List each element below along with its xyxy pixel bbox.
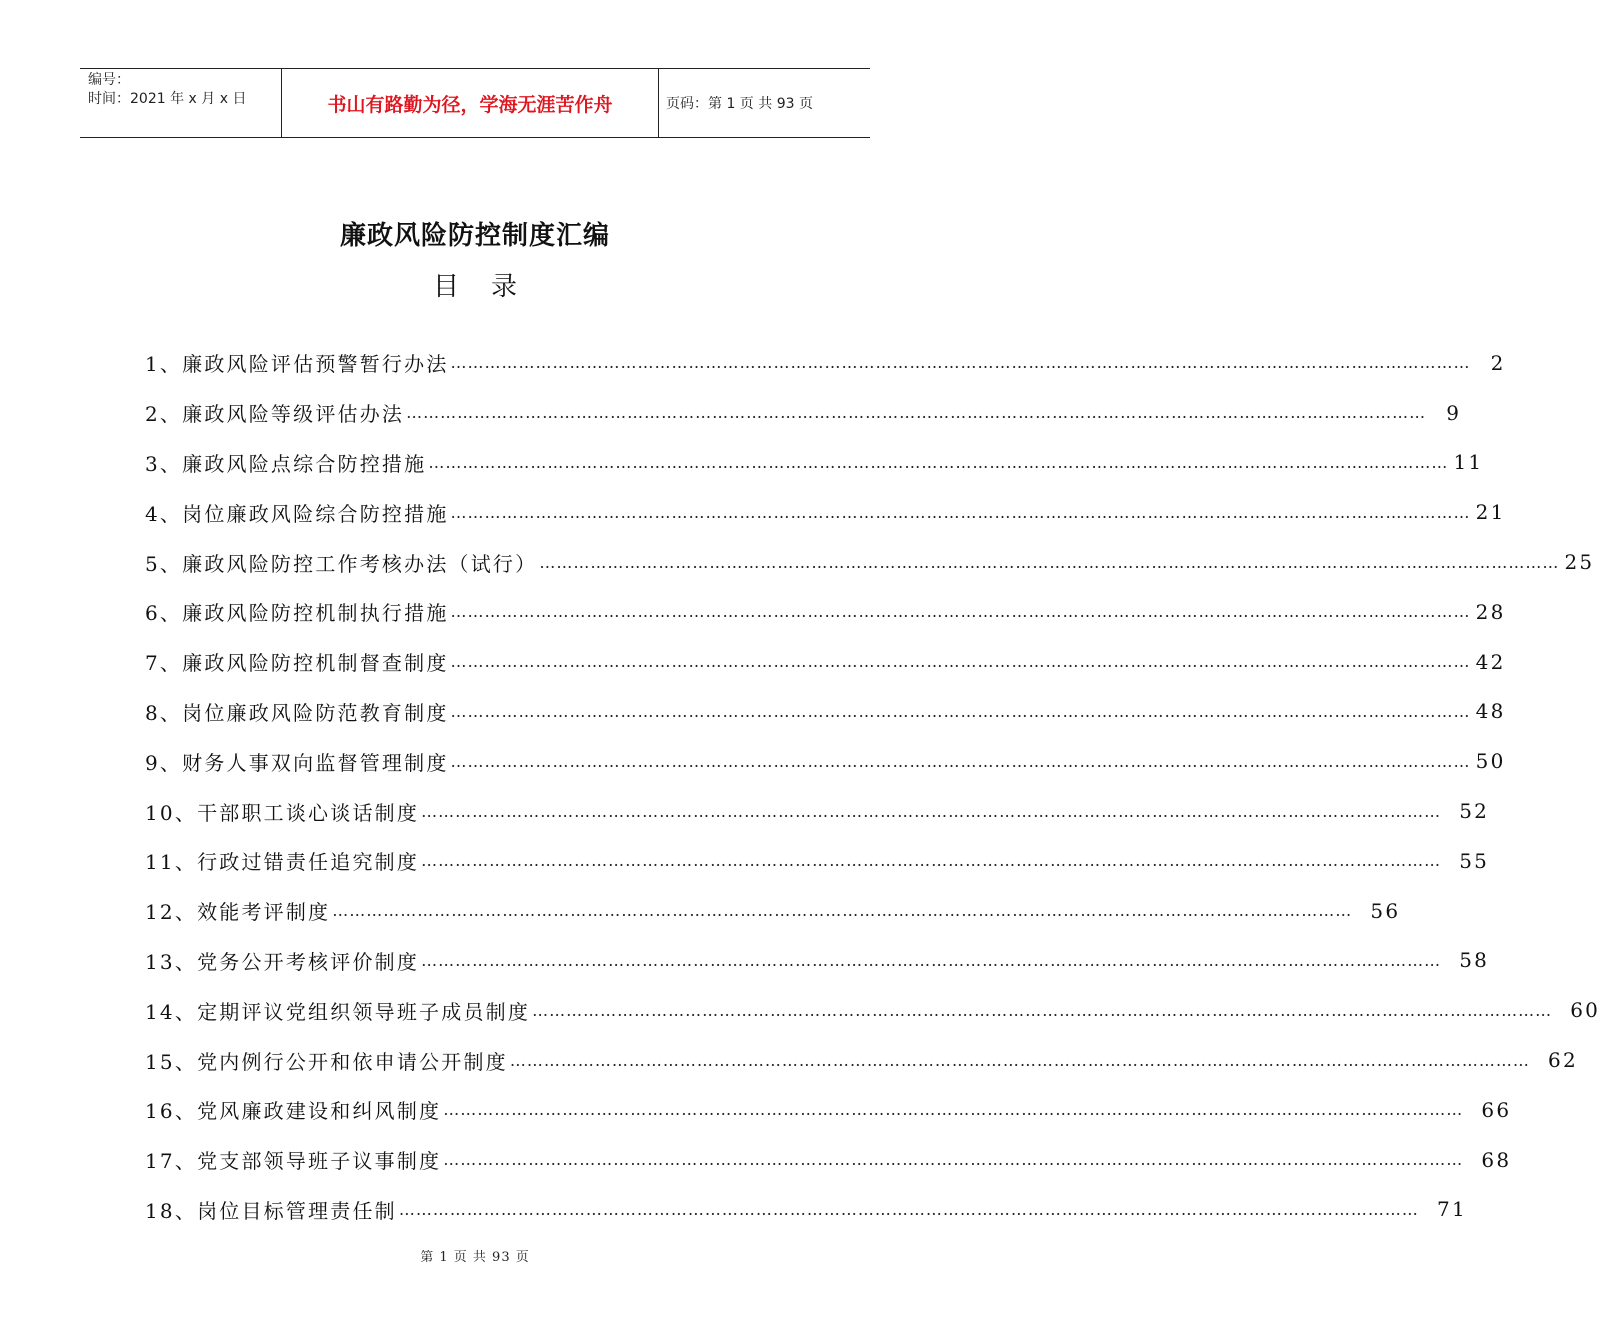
toc-entry-label: 定期评议党组织领导班子成员制度 <box>197 999 531 1024</box>
toc-entry[interactable] <box>145 487 1506 537</box>
toc-entry-page: 11 <box>1453 450 1484 475</box>
toc-entry[interactable] <box>145 985 1600 1035</box>
toc-leader-dots: ……………………………………………………………………………………………………………………………………………………………… <box>450 701 1471 721</box>
page-header <box>80 68 870 138</box>
toc-entry-number: 17、 <box>145 1149 198 1174</box>
toc-entry[interactable] <box>145 936 1490 986</box>
toc-entry-number: 1、 <box>145 352 183 377</box>
toc-entry-label: 党务公开考核评价制度 <box>197 949 420 974</box>
toc-entry-page: 48 <box>1475 699 1506 724</box>
toc-entry-label: 廉政风险防控机制执行措施 <box>182 601 449 626</box>
toc-entry-page: 66 <box>1481 1097 1512 1122</box>
toc-entry-label: 党支部领导班子议事制度 <box>197 1149 442 1174</box>
toc-entry-page: 9 <box>1446 400 1462 425</box>
toc-entry[interactable] <box>145 886 1401 936</box>
toc-entry-label: 干部职工谈心谈话制度 <box>197 800 420 825</box>
toc-entry-label: 廉政风险防控机制督查制度 <box>182 651 449 676</box>
toc-entry-page: 25 <box>1564 550 1595 575</box>
toc-leader-dots: ……………………………………………………………………………………………………………………………………………………………… <box>450 353 1471 373</box>
toc-entry-page: 42 <box>1475 649 1506 674</box>
toc-entry-number: 14、 <box>145 999 198 1024</box>
toc-entry[interactable] <box>145 1035 1578 1085</box>
toc-entry[interactable] <box>145 388 1462 438</box>
toc-entry-number: 11、 <box>145 850 198 875</box>
toc-leader-dots: ……………………………………………………………………………………………………………………………………………………………… <box>406 403 1427 423</box>
toc-entry-page: 71 <box>1437 1197 1467 1222</box>
toc-leader-dots: ……………………………………………………………………………………………………………………………………………………………… <box>332 901 1353 921</box>
toc-entry-label: 岗位廉政风险综合防控措施 <box>182 501 449 526</box>
toc-entry[interactable] <box>145 438 1484 488</box>
toc-entry-page: 58 <box>1459 948 1490 973</box>
toc-entry[interactable] <box>145 1185 1467 1235</box>
table-of-contents <box>145 338 1600 1234</box>
toc-entry[interactable] <box>145 338 1506 388</box>
toc-entry[interactable] <box>145 1085 1512 1135</box>
toc-entry-number: 7、 <box>145 651 183 676</box>
toc-entry[interactable] <box>145 736 1506 786</box>
toc-leader-dots: ……………………………………………………………………………………………………………………………………………………………… <box>450 602 1471 622</box>
toc-leader-dots: ……………………………………………………………………………………………………………………………………………………………… <box>539 552 1560 572</box>
header-page-info: 页码：第 1 页 共 93 页 <box>666 96 813 112</box>
toc-entry-number: 15、 <box>145 1049 198 1074</box>
toc-heading: 目录 <box>432 272 549 302</box>
toc-entry[interactable] <box>145 687 1506 737</box>
toc-entry-number: 16、 <box>145 1099 198 1124</box>
code-label: 编号： <box>88 72 130 88</box>
toc-leader-dots: ……………………………………………………………………………………………………………………………………………………………… <box>421 950 1442 970</box>
toc-entry[interactable] <box>145 637 1506 687</box>
toc-entry-page: 52 <box>1459 799 1490 824</box>
toc-entry-page: 28 <box>1475 599 1506 624</box>
toc-entry-label: 党内例行公开和依申请公开制度 <box>197 1049 508 1074</box>
toc-entry-page: 2 <box>1490 350 1506 375</box>
header-meta <box>80 69 282 137</box>
date-label: 时间：2021 年 x 月 x 日 <box>88 91 247 107</box>
toc-entry-label: 财务人事双向监督管理制度 <box>182 750 449 775</box>
toc-entry-page: 62 <box>1548 1048 1578 1073</box>
toc-entry-label: 岗位目标管理责任制 <box>197 1198 397 1223</box>
toc-entry-page: 50 <box>1475 749 1506 774</box>
page-footer: 第 1 页 共 93 页 <box>420 1250 530 1265</box>
toc-leader-dots: ……………………………………………………………………………………………………………………………………………………………… <box>443 1100 1464 1120</box>
toc-leader-dots: ……………………………………………………………………………………………………………………………………………………………… <box>428 452 1449 472</box>
toc-entry[interactable] <box>145 587 1506 637</box>
toc-entry-label: 廉政风险防控工作考核办法（试行） <box>182 551 538 576</box>
toc-entry[interactable] <box>145 836 1490 886</box>
toc-entry-label: 廉政风险点综合防控措施 <box>182 451 427 476</box>
header-motto: 书山有路勤为径，学海无涯苦作舟 <box>282 69 659 137</box>
toc-entry-page: 21 <box>1475 500 1506 525</box>
toc-entry-label: 行政过错责任追究制度 <box>197 850 420 875</box>
toc-leader-dots: ……………………………………………………………………………………………………………………………………………………………… <box>398 1199 1419 1219</box>
toc-entry-number: 5、 <box>145 551 183 576</box>
toc-entry-label: 岗位廉政风险防范教育制度 <box>182 700 449 725</box>
toc-entry[interactable] <box>145 1135 1512 1185</box>
toc-entry-page: 55 <box>1459 848 1490 873</box>
toc-entry-number: 9、 <box>145 750 183 775</box>
toc-entry-label: 廉政风险评估预警暂行办法 <box>182 352 449 377</box>
toc-entry-number: 13、 <box>145 949 198 974</box>
toc-leader-dots: ……………………………………………………………………………………………………………………………………………………………… <box>532 1000 1553 1020</box>
toc-entry-number: 8、 <box>145 700 183 725</box>
toc-entry-number: 18、 <box>145 1198 198 1223</box>
toc-entry-page: 68 <box>1481 1147 1512 1172</box>
toc-entry-number: 12、 <box>145 900 198 925</box>
toc-leader-dots: ……………………………………………………………………………………………………………………………………………………………… <box>450 502 1471 522</box>
toc-entry[interactable] <box>145 786 1490 836</box>
toc-entry[interactable] <box>145 537 1595 587</box>
toc-entry-number: 2、 <box>145 402 183 427</box>
toc-leader-dots: ……………………………………………………………………………………………………………………………………………………………… <box>421 801 1442 821</box>
toc-leader-dots: ……………………………………………………………………………………………………………………………………………………………… <box>509 1050 1530 1070</box>
toc-entry-label: 廉政风险等级评估办法 <box>182 402 405 427</box>
toc-entry-number: 3、 <box>145 451 183 476</box>
toc-leader-dots: ……………………………………………………………………………………………………………………………………………………………… <box>450 652 1471 672</box>
toc-leader-dots: ……………………………………………………………………………………………………………………………………………………………… <box>450 751 1471 771</box>
toc-entry-number: 10、 <box>145 800 198 825</box>
toc-leader-dots: ……………………………………………………………………………………………………………………………………………………………… <box>421 851 1442 871</box>
toc-entry-page: 60 <box>1570 998 1600 1023</box>
document-title: 廉政风险防控制度汇编 <box>339 221 610 251</box>
toc-entry-label: 效能考评制度 <box>197 900 331 925</box>
toc-entry-label: 党风廉政建设和纠风制度 <box>197 1099 442 1124</box>
toc-leader-dots: ……………………………………………………………………………………………………………………………………………………………… <box>443 1150 1464 1170</box>
toc-entry-page: 56 <box>1370 898 1401 923</box>
toc-entry-number: 6、 <box>145 601 183 626</box>
toc-entry-number: 4、 <box>145 501 183 526</box>
